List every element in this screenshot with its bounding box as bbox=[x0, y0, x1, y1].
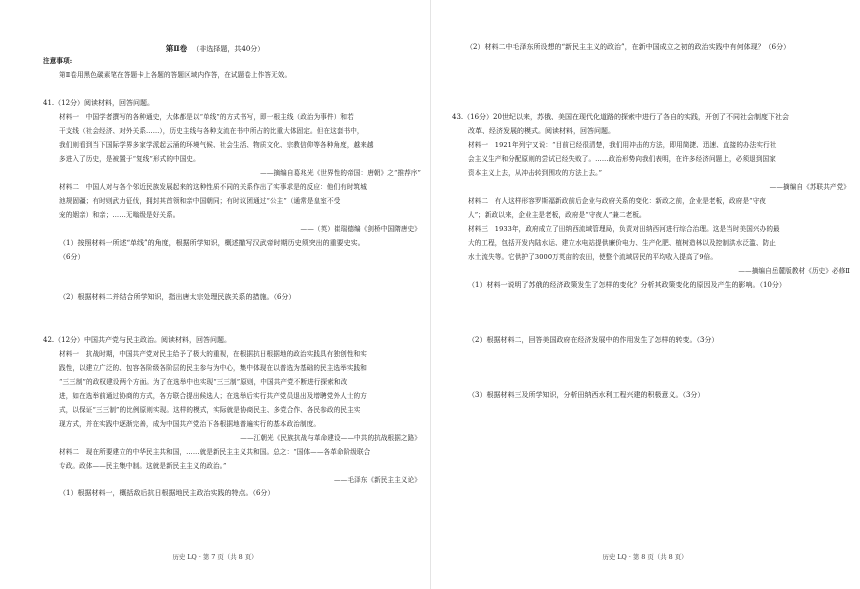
material-source: ——江朝光《民族抗战与革命建设——中共的抗战根据之路》 bbox=[240, 434, 421, 442]
material-line: 践性，以建立广泛的、包容各阶级各阶层的民主参与为中心，集中体现在以普选为基础的民主选举实践和 bbox=[59, 364, 367, 372]
material-line: 现方式，并在实践中逐渐完善，成为中国共产党治下各根据地普遍实行的基本政治制度。 bbox=[59, 420, 321, 428]
material-line: 式，以保证“三三制”的比例原则实现。这样的模式，实际就是协商民主、多党合作、各民参政的民主实 bbox=[59, 406, 361, 414]
notice-text: 第Ⅱ卷用黑色碳素笔在答题卡上各题的答题区域内作答，在试题卷上作答无效。 bbox=[59, 71, 292, 79]
material-source: ——摘编自葛兆光《世界性的帝国：唐朝》之“推荐序” bbox=[260, 169, 421, 177]
material-line: 进，如在选举前通过协商的方式，各方联合提出候选人；在选举后实行共产党员退出及增聘党外人士的方 bbox=[59, 392, 367, 400]
material-line: 材料一 抗战时期，中国共产党对民主给予了极大的重视，在根据抗日根据地的政治实践具有独创性和实 bbox=[59, 350, 367, 358]
notice-heading: 注意事项: bbox=[43, 57, 73, 65]
exam-page-8 bbox=[430, 0, 860, 589]
question-42-material-1 bbox=[59, 347, 421, 487]
material-source: ——（英）崔瑞德编《剑桥中国隋唐史》 bbox=[300, 225, 421, 233]
material-line: 材料二 现在所要建立的中华民主共和国，……就是新民主主义共和国。总之：“国体——各革命阶级联合 bbox=[59, 448, 371, 456]
question-41-sub-1 bbox=[59, 236, 421, 264]
material-line: 材料三 1933年，政府成立了田纳西流域管理局，负责对田纳西河进行综合治理。这是当时美国兴办的最 bbox=[468, 225, 780, 233]
material-line: 材料一 中国学者撰写的各种通史，大体都是以“单线”的方式书写，即一根主线（政治为事件）和若 bbox=[59, 113, 354, 121]
material-line: 池规固疆；有时则武力征伐，拥封其首领和亲中国朝同；有时议团通过“公主”（通常是皇室不受 bbox=[59, 197, 341, 205]
section-header bbox=[0, 36, 430, 55]
material-line: 干支线（社会经济、对外关系……），历史主线与各种支流在书中所占的比重大体固定。但在这套书中， bbox=[59, 127, 364, 135]
material-line: 水土流失等。它供护了3000万英亩的农田，使整个流域居民的平均收入提高了9倍。 bbox=[468, 253, 718, 261]
stem-line: 改革、经济发展的模式。阅读材料，回答问题。 bbox=[468, 127, 615, 135]
question-42-sub-1: （1）根据材料一，概括敌后抗日根据地民主政治实践的特点。（6分） bbox=[59, 489, 275, 497]
question-43-sub-3: （3）根据材料三及所学知识，分析田纳西水利工程兴建的积极意义。（3分） bbox=[468, 391, 705, 399]
material-source: ——摘编自岳麓版教材《历史》必修Ⅱ bbox=[738, 267, 850, 275]
question-43-sub-2: （2）根据材料二，回答美国政府在经济发展中的作用发生了怎样的转变。（3分） bbox=[468, 336, 719, 344]
material-line: 宠的姻亲）和亲；……无嗡级是好关系。 bbox=[59, 211, 180, 219]
material-line: 会主义生产和分配原则的尝试已经失败了。……政治形势向我们表明，在许多经济问题上，必须退到国家 bbox=[468, 155, 776, 163]
material-line: 资本主义上去，从冲击转到围攻的方法上去。” bbox=[468, 169, 603, 177]
material-line: 我们则看到当下国际学界多家学派起云涌的环境气候、社会生活、物质文化、宗教信仰等各种角度，越来越 bbox=[59, 141, 374, 149]
sub-question-line: （6分） bbox=[59, 253, 85, 261]
material-line: 材料二 中国人对与各个邻近民族发展起来的这种性质不同的关系作出了实事求是的反应：他们有时筑城 bbox=[59, 183, 367, 191]
material-line: 材料一 1921年列宁又说：“目前已经很清楚，我们用冲击的方法，即用简捷、迅速、直接的办法实行社 bbox=[468, 141, 777, 149]
material-line: 专政。政体——民主集中制。这就是新民主主义的政治。” bbox=[59, 462, 227, 470]
section-title: 第Ⅱ卷 bbox=[165, 44, 188, 53]
sub-question-line: （1）按照材料一所述“单线”的角度，根据所学知识，概述撤写汉武帝时期历史须突出的重要史实。 bbox=[59, 239, 365, 247]
material-line: 大的工程，包括开发内陆水运、建立水电站提供廉价电力、生产化肥、植树造林以及控制洪水泛滥、防止 bbox=[468, 239, 776, 247]
question-43-sub-1: （1）材料一说明了苏俄的经济政策发生了怎样的变化？分析其政策变化的原因及产生的影响。（10分） bbox=[468, 281, 786, 289]
question-41-sub-2: （2）根据材料二并结合所学知识，指出唐太宗处理民族关系的措施。（6分） bbox=[59, 293, 296, 301]
question-41-stem: 41.（12分）阅读材料，回答问题。 bbox=[43, 99, 155, 107]
material-source: ——摘编自《苏联共产党》 bbox=[769, 183, 850, 191]
question-43-materials bbox=[468, 138, 850, 278]
page-footer: 历史 LQ · 第 8 页（共 8 页） bbox=[602, 553, 688, 561]
material-line: 人”；新政以来，企业主是老板，政府是“守夜人”兼二老板。 bbox=[468, 211, 646, 219]
material-line: 材料二 有人这样形容罗斯福新政前后企业与政府关系的变化：新政之前，企业是老板，政府是“守夜 bbox=[468, 197, 766, 205]
question-42-sub-2: （2）材料二中毛泽东所设想的“新民主主义的政治”，在新中国成立之初的政治实践中有何体现？（6分） bbox=[466, 43, 791, 51]
question-42-stem: 42.（12分）中国共产党与民主政治。阅读材料，回答问题。 bbox=[43, 336, 232, 344]
material-line: “三三制”的政权建设两个方面。为了在选举中也实现“三三制”原则，中国共产党不断进行探索和改 bbox=[59, 378, 348, 386]
material-source: ——毛泽东《新民主主义论》 bbox=[333, 476, 421, 484]
stem-line: 43.（16分）20世纪以来，苏俄、美国在现代化道路的探索中进行了各自的实践，开创了不同社会制度下社会 bbox=[452, 113, 789, 121]
section-note: （非选择题，共40分） bbox=[192, 45, 265, 53]
page-footer: 历史 LQ · 第 7 页（共 8 页） bbox=[172, 553, 258, 561]
question-41-material-1 bbox=[59, 110, 421, 236]
question-43-stem bbox=[452, 110, 848, 138]
material-line: 多进入了历史，是被置于“复线”形式的中国史。 bbox=[59, 155, 200, 163]
